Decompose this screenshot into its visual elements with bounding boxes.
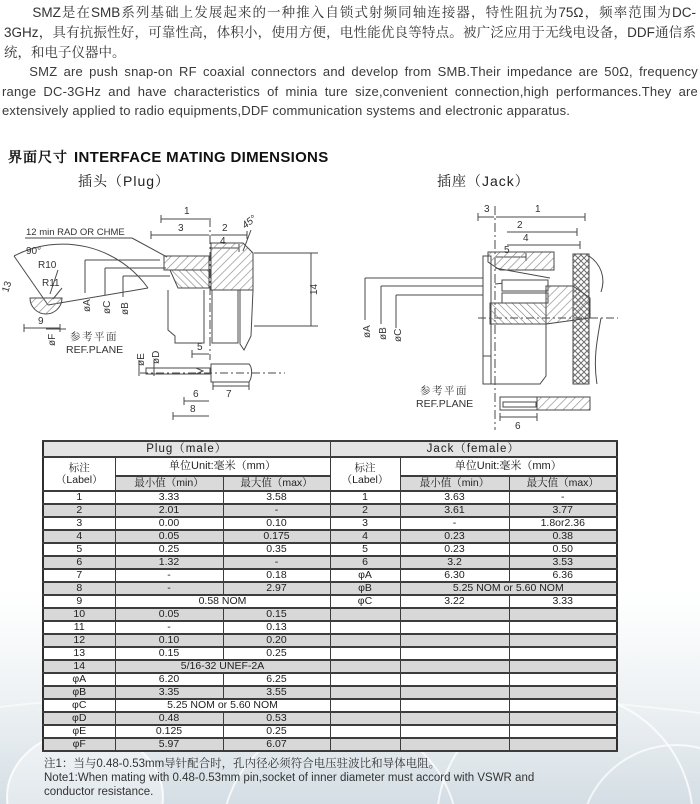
- table-cell: -: [115, 569, 223, 582]
- table-cell: 2: [330, 504, 400, 517]
- table-cell: 6.36: [509, 569, 617, 582]
- table-cell: 6: [43, 556, 115, 569]
- table-cell: 1.32: [115, 556, 223, 569]
- table-cell: [330, 647, 400, 660]
- plug-r11-label: R11: [42, 278, 60, 289]
- table-cell: [400, 660, 509, 673]
- jack-dim-label-5: 5: [504, 245, 510, 256]
- table-cell: 7: [43, 569, 115, 582]
- table-row: [43, 517, 617, 530]
- table-cell: [509, 647, 617, 660]
- table-cell: φD: [43, 712, 115, 725]
- jack-dim-label-6: 6: [515, 421, 521, 432]
- jack-dim-label-3: 3: [484, 204, 490, 215]
- table-cell: 0.10: [223, 517, 330, 530]
- plug-ref-plane-en: REF.PLANE: [66, 344, 124, 356]
- plug-dim-label-oD: øD: [151, 350, 162, 364]
- table-cell: -: [223, 504, 330, 517]
- table-cell: 5/16-32 UNEF-2A: [115, 660, 330, 673]
- table-cell: 3.2: [400, 556, 509, 569]
- table-cell: [509, 660, 617, 673]
- table-cell: 6: [330, 556, 400, 569]
- table-min-header-plug: 最小值（min）: [115, 476, 223, 491]
- table-cell: [400, 699, 509, 712]
- table-cell: 10: [43, 608, 115, 621]
- table-cell: 5.25 NOM or 5.60 NOM: [400, 582, 617, 595]
- table-cell: 4: [330, 530, 400, 543]
- table-row: [43, 699, 617, 712]
- label-header-cn: 标注: [68, 462, 90, 474]
- jack-dim-label-oA: øA: [362, 325, 373, 338]
- table-cell: -: [400, 517, 509, 530]
- table-cell: 3.77: [509, 504, 617, 517]
- plug-dim-label-9: 9: [38, 316, 44, 327]
- table-row: [43, 608, 617, 621]
- plug-dim-label-oF: øF: [47, 333, 58, 346]
- table-label-header-jack: [330, 457, 400, 491]
- plug-angle-90-label: 90°: [26, 246, 42, 257]
- plug-dim-label-7: 7: [226, 389, 232, 400]
- table-cell: 2: [43, 504, 115, 517]
- table-row: [43, 582, 617, 595]
- table-cell: 5: [330, 543, 400, 556]
- table-cell: -: [115, 582, 223, 595]
- plug-dim-label-3: 3: [178, 223, 184, 234]
- table-row: [43, 595, 617, 608]
- table-cell: 0.35: [223, 543, 330, 556]
- table-row: [43, 660, 617, 673]
- table-cell: 0.53: [223, 712, 330, 725]
- jack-drawing: [350, 198, 700, 436]
- table-cell: 9: [43, 595, 115, 608]
- table-row: [43, 673, 617, 686]
- table-max-header-plug: 最大值（max）: [223, 476, 330, 491]
- table-row: [43, 647, 617, 660]
- table-cell: 0.25: [223, 647, 330, 660]
- table-cell: [509, 621, 617, 634]
- table-row: [43, 491, 617, 504]
- table-cell: 3.53: [509, 556, 617, 569]
- plug-section-geometry: [14, 215, 318, 420]
- table-min-header-jack: 最小值（min）: [400, 476, 509, 491]
- table-max-header-jack: 最大值（max）: [509, 476, 617, 491]
- table-cell: φB: [43, 686, 115, 699]
- table-cell: 5: [43, 543, 115, 556]
- table-cell: [330, 699, 400, 712]
- table-cell: 6.07: [223, 738, 330, 751]
- table-cell: [509, 699, 617, 712]
- table-cell: 3.63: [400, 491, 509, 504]
- table-cell: -: [223, 556, 330, 569]
- table-cell: [400, 725, 509, 738]
- plug-dim-label-4: 4: [220, 236, 226, 247]
- table-cell: [400, 647, 509, 660]
- table-cell: [400, 621, 509, 634]
- table-cell: 0.25: [115, 543, 223, 556]
- table-cell: 2.01: [115, 504, 223, 517]
- table-cell: 3.33: [115, 491, 223, 504]
- table-cell: 5.97: [115, 738, 223, 751]
- table-cell: 0.48: [115, 712, 223, 725]
- table-cell: [509, 673, 617, 686]
- jack-ref-plane-cn: 参考平面: [420, 385, 468, 397]
- section-heading-en: INTERFACE MATING DIMENSIONS: [74, 149, 329, 166]
- table-row: [43, 725, 617, 738]
- table-cell: 2.97: [223, 582, 330, 595]
- table-cell: [400, 673, 509, 686]
- table-cell: [330, 738, 400, 751]
- footnote-cn: 注1：当与0.48-0.53mm导针配合时，孔内径必须符合电压驻波比和导体电阻。: [44, 758, 441, 770]
- table-cell: φB: [330, 582, 400, 595]
- table-cell: [400, 686, 509, 699]
- table-cell: [509, 634, 617, 647]
- table-cell: 6.25: [223, 673, 330, 686]
- table-cell: φE: [43, 725, 115, 738]
- table-cell: 3.58: [223, 491, 330, 504]
- table-row: [43, 530, 617, 543]
- table-cell: 6.30: [400, 569, 509, 582]
- label-header-en: （Label）: [55, 474, 103, 486]
- plug-dim-label-14: 14: [309, 283, 320, 295]
- section-heading-cn: 界面尺寸: [8, 149, 68, 165]
- table-cell: -: [509, 491, 617, 504]
- jack-dim-label-4: 4: [523, 233, 529, 244]
- table-cell: 0.15: [115, 647, 223, 660]
- table-cell: 0.125: [115, 725, 223, 738]
- label-header-cn: 标注: [354, 462, 376, 474]
- table-cell: [330, 725, 400, 738]
- table-cell: [330, 660, 400, 673]
- jack-ref-plane-en: REF.PLANE: [416, 398, 474, 410]
- table-cell: 3.22: [400, 595, 509, 608]
- table-cell: 0.13: [223, 621, 330, 634]
- plug-dim-label-oB: øB: [120, 302, 131, 315]
- table-cell: [509, 738, 617, 751]
- table-cell: 0.38: [509, 530, 617, 543]
- table-cell: 5.25 NOM or 5.60 NOM: [115, 699, 330, 712]
- table-cell: [330, 608, 400, 621]
- intro-paragraph-en: SMZ are push snap-on RF coaxial connectors and develop from SMB.Their impedance are 50Ω, frequency range DC-3GHz and have characteristics of minia ture size,convenient connection,high performances.They are extensively applied to radio equipments,DDF communication systems and electronic apparatus.: [2, 64, 698, 118]
- footnote-en: Note1:When mating with 0.48-0.53mm pin,socket of inner diameter must accord with VSWR and conductor resistance.: [44, 772, 535, 798]
- table-cell: [509, 608, 617, 621]
- jack-dim-label-oC: øC: [393, 328, 404, 342]
- table-cell: -: [115, 621, 223, 634]
- plug-dim-label-2: 2: [222, 223, 228, 234]
- table-cell: 6.20: [115, 673, 223, 686]
- table-cell: 0.23: [400, 530, 509, 543]
- table-cell: [509, 725, 617, 738]
- table-unit-header-plug: 单位Unit:毫米（mm）: [115, 457, 330, 476]
- table-row: [43, 569, 617, 582]
- section-heading: [8, 147, 329, 167]
- table-unit-header-jack: 单位Unit:毫米（mm）: [400, 457, 617, 476]
- plug-ref-plane-cn: 参考平面: [70, 331, 118, 343]
- table-cell: 14: [43, 660, 115, 673]
- table-cell: [330, 634, 400, 647]
- table-cell: 1: [330, 491, 400, 504]
- table-row: [43, 686, 617, 699]
- table-cell: 12: [43, 634, 115, 647]
- table-cell: 3.55: [223, 686, 330, 699]
- table-cell: 0.20: [223, 634, 330, 647]
- table-cell: [400, 634, 509, 647]
- plug-angle-45-label: 45°: [240, 213, 259, 232]
- table-cell: [509, 712, 617, 725]
- intro-paragraph-cn: SMZ是在SMB系列基础上发展起来的一种推入自锁式射频同轴连接器，特性阻抗为75Ω，频率范围为DC-3GHz，具有抗振性好，可靠性高，体积小，使用方便，电性能优良等特点。被广泛应用于无线电设备，DDF通信系统，和电子仪器中。: [4, 5, 696, 60]
- table-cell: 0.15: [223, 608, 330, 621]
- label-header-en: （Label）: [341, 474, 389, 486]
- jack-dim-label-oB: øB: [378, 327, 389, 340]
- table-cell: 1: [43, 491, 115, 504]
- table-cell: 13: [43, 647, 115, 660]
- table-cell: [400, 712, 509, 725]
- table-cell: [330, 673, 400, 686]
- table-cell: [330, 621, 400, 634]
- table-cell: 0.50: [509, 543, 617, 556]
- table-cell: 3.35: [115, 686, 223, 699]
- table-cell: 1.8or2.36: [509, 517, 617, 530]
- table-cell: 0.05: [115, 608, 223, 621]
- plug-r10-label: R10: [38, 260, 57, 271]
- table-cell: φF: [43, 738, 115, 751]
- table-cell: 3.33: [509, 595, 617, 608]
- jack-dim-label-1: 1: [535, 204, 541, 215]
- table-cell: [400, 608, 509, 621]
- plug-note-label: 12 min RAD OR CHME: [26, 227, 125, 238]
- table-cell: 0.23: [400, 543, 509, 556]
- table-row: [43, 556, 617, 569]
- table-cell: 0.10: [115, 634, 223, 647]
- plug-dim-label-13: 13: [0, 279, 15, 294]
- table-cell: 0.00: [115, 517, 223, 530]
- table-cell: 3: [330, 517, 400, 530]
- table-row: [43, 712, 617, 725]
- table-cell: [330, 686, 400, 699]
- plug-dim-label-8: 8: [190, 404, 196, 415]
- table-cell: φA: [43, 673, 115, 686]
- table-group-header-plug: Plug（male）: [43, 441, 330, 457]
- table-label-header-plug: [43, 457, 115, 491]
- plug-dim-label-oC: øC: [102, 300, 113, 314]
- table-cell: φC: [330, 595, 400, 608]
- table-cell: 0.58 NOM: [115, 595, 330, 608]
- table-cell: 0.25: [223, 725, 330, 738]
- table-cell: 8: [43, 582, 115, 595]
- table-cell: 4: [43, 530, 115, 543]
- plug-dim-label-5: 5: [197, 342, 203, 353]
- table-row: [43, 621, 617, 634]
- plug-dim-label-1: 1: [184, 206, 190, 217]
- table-group-header-row: [43, 441, 617, 457]
- table-cell: φA: [330, 569, 400, 582]
- table-cell: 3: [43, 517, 115, 530]
- table-cell: [509, 686, 617, 699]
- plug-subtitle: 插头（Plug）: [78, 173, 171, 189]
- table-group-header-jack: Jack（female）: [330, 441, 617, 457]
- table-cell: 0.05: [115, 530, 223, 543]
- plug-drawing: [0, 198, 350, 436]
- plug-dim-label-oE: øE: [136, 353, 147, 366]
- plug-dim-label-oA: øA: [82, 299, 93, 312]
- table-cell: 3.61: [400, 504, 509, 517]
- dimension-table: [42, 440, 618, 752]
- table-row: [43, 543, 617, 556]
- table-row: [43, 738, 617, 751]
- table-cell: 11: [43, 621, 115, 634]
- table-row: [43, 504, 617, 517]
- jack-dim-label-2: 2: [517, 220, 523, 231]
- table-cell: φC: [43, 699, 115, 712]
- table-row: [43, 634, 617, 647]
- table-cell: [400, 738, 509, 751]
- table-cell: 0.175: [223, 530, 330, 543]
- jack-subtitle: 插座（Jack）: [437, 173, 530, 189]
- table-unit-header-row: [43, 457, 617, 476]
- footnotes: [44, 757, 556, 799]
- table-cell: [330, 712, 400, 725]
- jack-section-geometry: [365, 206, 618, 430]
- table-cell: 0.18: [223, 569, 330, 582]
- plug-dim-label-6: 6: [193, 389, 199, 400]
